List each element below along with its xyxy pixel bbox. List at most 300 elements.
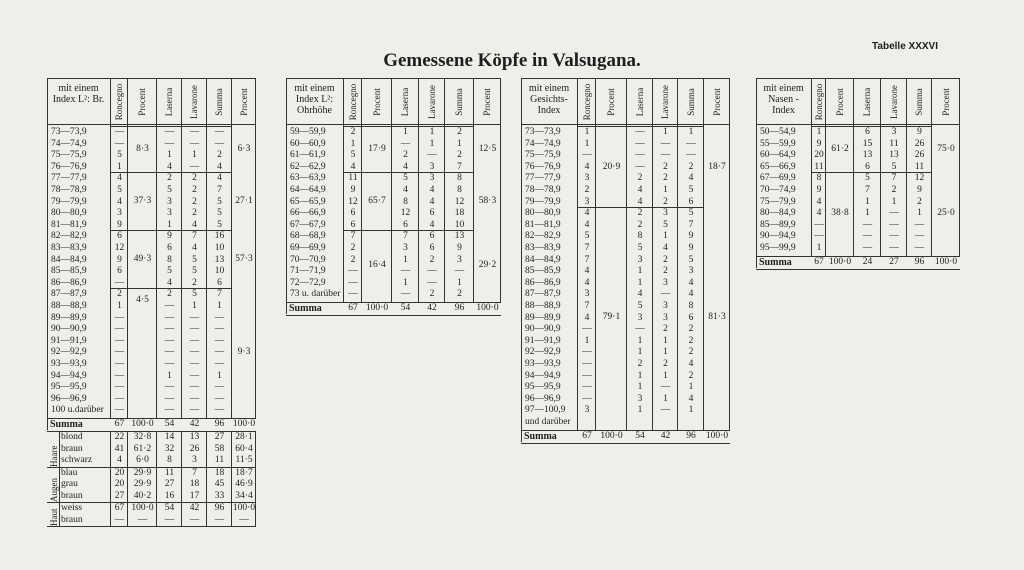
cell-r: — — [114, 324, 125, 335]
cell-v: — — [427, 277, 437, 288]
cell-l: 5 — [403, 173, 408, 184]
cell-r: 7 — [584, 254, 590, 265]
cell-r: — — [114, 393, 125, 404]
cell-r: 1 — [117, 301, 122, 311]
cell-s: 16 — [214, 231, 225, 242]
cell-v: 4 — [663, 243, 668, 253]
cell-s: 2 — [688, 161, 694, 172]
cell-l: 7 — [403, 231, 408, 242]
sub-row-label: braun — [61, 514, 83, 525]
cell-r: — — [582, 370, 592, 381]
cell-l: — — [862, 219, 873, 230]
summa-l: 54 — [164, 419, 175, 429]
cell-r: 4 — [350, 161, 356, 172]
column-header-label: Procent — [238, 87, 249, 116]
row-label: 90—90,9 — [51, 324, 87, 335]
sub-row-label: schwarz — [61, 455, 93, 465]
group-rule — [578, 126, 704, 127]
cell-r: 1 — [117, 161, 122, 172]
column-header-label: Procent — [834, 87, 845, 116]
sub-column-rule — [206, 468, 207, 503]
sub-group-text: Augen — [49, 478, 59, 502]
cell-l: — — [635, 138, 645, 149]
cell-s: — — [214, 324, 225, 335]
cell-l: 15 — [862, 138, 873, 149]
column-header-label: Laserna — [400, 87, 410, 116]
cell-r: 4 — [584, 312, 590, 323]
cell-v: 5 — [891, 161, 897, 172]
column-header-procent — [362, 78, 392, 124]
group-rule — [111, 288, 232, 289]
summa-v: 42 — [189, 419, 200, 429]
group-percent-total: 57·3 — [235, 254, 253, 265]
row-label: 74—74,9 — [51, 138, 87, 149]
cell-l: 3 — [167, 208, 172, 219]
column-header-label: Procent — [482, 87, 492, 116]
group-rule — [578, 207, 704, 208]
group-percent-roncegno: 20·9 — [602, 161, 621, 172]
column-header-procent — [826, 78, 854, 124]
group-rule — [111, 172, 232, 173]
cell-r: 12 — [348, 196, 358, 207]
sub-cell-p2: — — [239, 514, 249, 525]
sub-group-text: Haut — [49, 508, 59, 526]
row-label: 83—83,9 — [51, 243, 87, 253]
cell-r: — — [348, 277, 358, 288]
sub-cell-s: 33 — [214, 490, 225, 501]
sub-cell-p2: 46·9 — [235, 479, 253, 489]
cell-v — [653, 417, 678, 428]
row-label: 83—83,9 — [525, 243, 561, 253]
cell-r: 4 — [584, 219, 590, 230]
sub-column-rule — [127, 468, 128, 503]
cell-v: 4 — [192, 219, 197, 230]
cell-s: 2 — [917, 196, 922, 207]
sub-column-rule — [127, 503, 128, 526]
sub-cell-p1: 100·0 — [131, 503, 154, 513]
cell-r: — — [582, 150, 592, 161]
cell-s: 5 — [688, 208, 694, 219]
cell-l: — — [635, 161, 645, 172]
cell-r: — — [114, 347, 125, 358]
cell-s: 4 — [217, 161, 222, 172]
sub-column-rule — [181, 432, 182, 467]
column-header-label: Procent — [371, 87, 382, 116]
column-rule — [255, 124, 256, 418]
row-label: 95—95,9 — [525, 382, 561, 393]
group-percent-roncegno: 38·8 — [831, 208, 849, 218]
row-label: 84—84,9 — [525, 254, 561, 265]
column-rule — [756, 78, 757, 268]
cell-s: 5 — [688, 185, 694, 195]
cell-s: — — [914, 231, 925, 242]
cell-v: 4 — [192, 243, 197, 253]
cell-v: 11 — [889, 138, 899, 149]
column-header-label: Lavarone — [660, 84, 670, 119]
group-rule — [812, 172, 932, 173]
cell-r: — — [114, 382, 125, 393]
sub-group-divider — [59, 432, 60, 467]
cell-r: 4 — [584, 266, 590, 277]
row-label: 94—94,9 — [525, 370, 561, 381]
cell-l: 1 — [403, 277, 408, 288]
cell-v: 1 — [429, 138, 435, 149]
cell-l: 4 — [403, 185, 408, 195]
cell-s: 7 — [688, 219, 694, 230]
sub-column-rule — [156, 503, 157, 526]
cell-l: 5 — [637, 301, 643, 311]
row-label: 79—79,9 — [525, 196, 561, 207]
row-label: 79—79,9 — [51, 196, 87, 207]
column-header-lavarone — [182, 78, 207, 124]
sub-cell-r: — — [114, 514, 125, 525]
sub-cell-v: — — [189, 514, 200, 525]
cell-s: — — [914, 219, 925, 230]
group-rule — [111, 230, 232, 231]
cell-r: 12 — [114, 243, 125, 253]
sub-cell-l: 8 — [167, 455, 172, 465]
cell-l: 3 — [637, 312, 643, 323]
cell-r: 2 — [117, 289, 122, 300]
cell-l: — — [862, 243, 873, 253]
cell-v: 5 — [663, 219, 668, 230]
cell-r: 9 — [117, 254, 122, 265]
cell-v: 2 — [192, 277, 197, 288]
cell-s: 12 — [454, 196, 465, 207]
cell-r: 1 — [816, 127, 822, 137]
row-label: 73—73,9 — [51, 127, 87, 137]
summa-v: 27 — [889, 256, 899, 267]
cell-s: — — [214, 393, 225, 404]
sub-cell-p1: 61·2 — [133, 443, 152, 454]
cell-v: — — [189, 312, 200, 323]
sub-cell-s: 45 — [214, 479, 225, 489]
row-label: 91—91,9 — [51, 335, 87, 346]
cell-v: 2 — [891, 185, 897, 195]
cell-s: 9 — [688, 231, 694, 242]
sub-cell-s: 96 — [214, 503, 225, 513]
cell-s: 2 — [457, 127, 462, 137]
cell-v: 3 — [891, 127, 897, 137]
cell-v: — — [189, 335, 200, 346]
cell-v: — — [189, 347, 200, 358]
row-label: 78—78,9 — [525, 185, 561, 195]
column-header-summa — [678, 78, 704, 124]
row-label: 77—77,9 — [525, 173, 561, 184]
cell-s: — — [214, 382, 225, 393]
cell-s: 1 — [688, 382, 694, 393]
cell-v: 1 — [192, 301, 197, 311]
row-label: 93—93,9 — [51, 359, 87, 369]
row-label: 95—99,9 — [760, 243, 796, 253]
cell-v: 6 — [429, 208, 435, 219]
cell-s: 4 — [688, 289, 694, 300]
cell-l: 4 — [403, 161, 408, 172]
sub-cell-p2: 100·0 — [232, 503, 256, 513]
row-label: 86—86,9 — [51, 277, 87, 288]
row-label: 62—62,9 — [290, 161, 326, 172]
cell-v: — — [660, 150, 671, 161]
cell-r: — — [582, 393, 592, 404]
row-label: 86—86,9 — [525, 277, 561, 288]
cell-l: 2 — [637, 208, 643, 219]
group-percent-total: 18·7 — [708, 161, 726, 172]
summa-label: Summa — [524, 430, 557, 442]
row-label: 80—84,9 — [760, 208, 796, 219]
cell-s: 2 — [688, 370, 694, 381]
cell-r: — — [582, 382, 592, 393]
cell-l: — — [400, 266, 411, 277]
cell-s: — — [214, 138, 225, 149]
cell-r: — — [348, 289, 358, 300]
cell-v: 2 — [663, 254, 668, 265]
sub-column-rule — [127, 432, 128, 467]
cell-r: 6 — [117, 231, 122, 242]
cell-r: — — [582, 324, 592, 335]
cell-l: — — [862, 231, 873, 242]
sub-row-label: grau — [61, 479, 78, 489]
cell-l: 1 — [637, 277, 643, 288]
cell-l: 1 — [403, 254, 408, 265]
column-header-summa — [207, 78, 232, 124]
cell-r: — — [114, 277, 125, 288]
sub-cell-r: 67 — [114, 503, 125, 513]
cell-s: 9 — [688, 243, 694, 253]
cell-l: 13 — [862, 150, 873, 161]
cell-v: 2 — [192, 173, 197, 184]
cell-r: — — [582, 347, 592, 358]
cell-s: 4 — [688, 277, 694, 288]
group-percent-roncegno: 61·2 — [831, 144, 849, 155]
cell-l: 1 — [167, 370, 172, 381]
column-header-roncegno — [578, 78, 596, 124]
cell-l: — — [635, 324, 645, 335]
row-label: 92—92,9 — [51, 347, 87, 358]
summa-l: 24 — [862, 256, 873, 267]
row-label: 84—84,9 — [51, 254, 87, 265]
cell-v: — — [427, 266, 437, 277]
sub-cell-r: 20 — [114, 467, 125, 478]
sub-cell-s: 58 — [214, 443, 225, 454]
group-percent-total: 27·1 — [235, 196, 253, 207]
cell-v: 6 — [429, 231, 435, 242]
group-rule — [344, 230, 474, 231]
cell-r: 4 — [816, 196, 822, 207]
row-label: 67—69,9 — [760, 173, 796, 184]
cell-l: 8 — [167, 254, 172, 265]
group-percent-total: 6·3 — [237, 144, 251, 155]
row-label: 92—92,9 — [525, 347, 561, 358]
row-label: 82—82,9 — [51, 231, 87, 242]
sub-column-rule — [206, 503, 207, 526]
row-label: 96—96,9 — [525, 393, 561, 404]
cell-v: — — [189, 370, 200, 381]
page-title: Gemessene Köpfe in Valsugana. — [383, 50, 641, 71]
cell-v: 3 — [429, 161, 435, 172]
summa-v: 42 — [427, 303, 437, 313]
sub-cell-v: 13 — [189, 432, 200, 442]
row-label: 69—69,9 — [290, 243, 326, 253]
cell-s: 4 — [217, 173, 222, 184]
column-header-label: Laserna — [862, 87, 872, 116]
column-rule — [47, 78, 48, 430]
cell-v: — — [189, 127, 200, 137]
group-rule — [111, 126, 232, 127]
column-header-label: Lavarone — [888, 84, 899, 119]
sub-cell-p1: 6·0 — [136, 455, 149, 465]
row-label: 89—89,9 — [51, 312, 87, 323]
row-label: 90—94,9 — [760, 231, 796, 242]
summa-p1: 100·0 — [828, 256, 852, 267]
cell-s: 1 — [457, 138, 462, 149]
cell-r — [578, 417, 596, 428]
column-header-laserna — [627, 78, 653, 124]
cell-s: 1 — [217, 301, 222, 311]
summa-s: 96 — [914, 256, 925, 267]
column-header-laserna — [854, 78, 881, 124]
cell-v: 2 — [663, 324, 668, 335]
cell-v: 1 — [192, 150, 197, 161]
cell-l: 4 — [637, 185, 643, 195]
cell-v: — — [189, 161, 200, 172]
cell-l: 1 — [637, 266, 643, 277]
cell-r: 4 — [816, 208, 822, 219]
row-label: 94—94,9 — [51, 370, 87, 381]
cell-s: 9 — [917, 127, 922, 137]
cell-r: 9 — [816, 185, 822, 195]
cell-r: — — [348, 266, 358, 277]
sub-cell-r: 4 — [117, 455, 122, 465]
sub-cell-l: 32 — [164, 443, 175, 454]
cell-l: 4 — [167, 277, 172, 288]
column-header-index: mit einem Gesichts-Index — [521, 78, 578, 124]
column-header-procent — [128, 78, 157, 124]
sub-cell-p2: 18·7 — [235, 467, 253, 478]
summa-s: 96 — [214, 419, 225, 429]
cell-r: 11 — [814, 161, 824, 172]
sub-cell-l: — — [164, 514, 175, 525]
cell-v: 2 — [192, 208, 197, 219]
sub-cell-p1: 40·2 — [133, 490, 152, 501]
sub-row-label: weiss — [61, 503, 83, 513]
cell-l: 1 — [403, 127, 408, 137]
cell-s: 7 — [217, 289, 222, 300]
summa-r: 67 — [582, 430, 592, 441]
sub-cell-v: 17 — [189, 490, 200, 501]
group-percent-roncegno: 79·1 — [602, 312, 621, 323]
cell-v: — — [189, 324, 200, 335]
column-header-label: Summa — [685, 87, 696, 116]
cell-v: — — [660, 405, 671, 416]
cell-s: 10 — [454, 219, 465, 230]
group-percent-roncegno: 17·9 — [368, 144, 386, 155]
cell-v: 2 — [663, 266, 668, 277]
column-header-summa — [907, 78, 932, 124]
cell-l: 1 — [637, 382, 643, 393]
column-header-lavarone — [881, 78, 907, 124]
column-header-procent — [232, 78, 256, 124]
group-rule — [344, 172, 474, 173]
cell-l: — — [164, 127, 175, 137]
cell-v: — — [189, 359, 200, 369]
cell-v: 5 — [192, 254, 197, 265]
cell-r: 20 — [814, 150, 824, 161]
cell-r: 4 — [584, 208, 590, 219]
row-label: 75—75,9 — [525, 150, 561, 161]
cell-r: 3 — [584, 196, 590, 207]
summa-r: 67 — [348, 303, 358, 313]
group-rule — [344, 126, 474, 127]
cell-r: 5 — [117, 150, 122, 161]
cell-r: 2 — [350, 243, 356, 253]
table-label: Tabelle XXXVI — [872, 41, 938, 52]
cell-r: 6 — [350, 208, 356, 219]
summa-bottom-rule — [286, 315, 501, 316]
cell-v: 3 — [663, 277, 668, 288]
row-label: 85—89,9 — [760, 219, 796, 230]
row-label: 50—54,9 — [760, 127, 796, 137]
cell-v: — — [189, 393, 200, 404]
cell-l: — — [164, 301, 175, 311]
row-label: 97—100,9 — [525, 405, 566, 416]
column-header-label: Summa — [454, 87, 464, 116]
cell-l: — — [164, 335, 175, 346]
cell-r: 5 — [584, 231, 590, 242]
sub-cell-r: 20 — [114, 479, 125, 489]
sub-cell-p2: 34·4 — [235, 490, 253, 501]
cell-r: 9 — [117, 219, 122, 230]
cell-r: — — [114, 370, 125, 381]
cell-r: 1 — [816, 243, 822, 253]
sub-cell-l: 27 — [164, 479, 175, 489]
cell-s: 2 — [217, 150, 222, 161]
column-header-procent — [596, 78, 627, 124]
row-label: 87—87,9 — [51, 289, 87, 300]
sub-cell-v: 42 — [189, 503, 200, 513]
cell-r: 6 — [350, 219, 356, 230]
cell-l: 4 — [637, 196, 643, 207]
column-header-label: Laserna — [164, 87, 174, 116]
cell-l: — — [164, 382, 175, 393]
sub-row-label: braun — [61, 443, 83, 454]
cell-l: 4 — [637, 289, 643, 300]
sub-column-rule — [255, 468, 256, 503]
sub-cell-s: 11 — [214, 455, 225, 465]
cell-l: 5 — [865, 173, 870, 184]
group-percent-total: 12·5 — [478, 144, 497, 155]
cell-s: 2 — [457, 150, 462, 161]
cell-s: 5 — [217, 196, 222, 207]
cell-s: 1 — [217, 370, 222, 381]
summa-v: 42 — [660, 430, 671, 441]
cell-l: — — [164, 347, 175, 358]
column-rule — [286, 78, 287, 314]
cell-s: 2 — [688, 324, 694, 335]
cell-r: — — [114, 138, 125, 149]
cell-s: 10 — [214, 266, 225, 277]
row-label: 67—67,9 — [290, 219, 326, 230]
summa-p2: 100·0 — [232, 419, 256, 429]
cell-l: 1 — [637, 370, 643, 381]
row-label: 60—60,9 — [290, 138, 326, 149]
sub-column-rule — [231, 503, 232, 526]
sub-cell-p2: 11·5 — [235, 455, 253, 465]
cell-s: — — [914, 243, 925, 253]
cell-r: 7 — [350, 231, 356, 242]
header-rule — [756, 124, 960, 125]
column-header-roncegno — [344, 78, 362, 124]
cell-s: — — [686, 138, 696, 149]
